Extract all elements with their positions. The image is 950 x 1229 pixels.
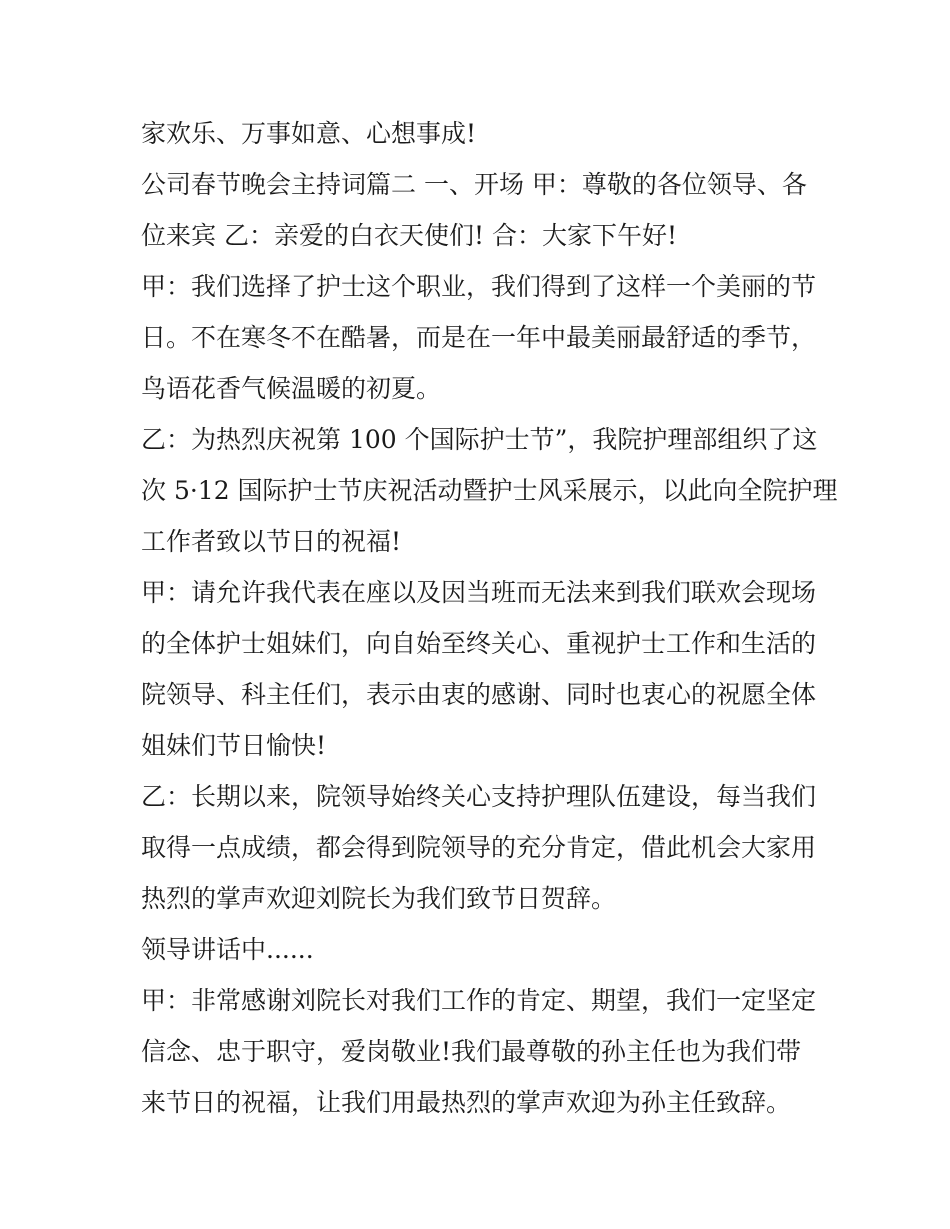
text-line: 取得一点成绩，都会得到院领导的充分肯定，借此机会大家用 [141,833,817,862]
paragraph [141,975,817,1128]
text-line: 的全体护士姐妹们，向自始至终关心、重视护士工作和生活的 [141,629,817,658]
text-line: 甲：我们选择了护士这个职业，我们得到了这样一个美丽的节 [141,272,817,301]
text-line: 位来宾 乙：亲爱的白衣天使们! 合：大家下午好! [141,221,677,250]
text-line: 信念、忠于职守，爱岗敬业!我们最尊敬的孙主任也为我们带 [141,1037,802,1066]
paragraph [141,414,838,567]
text-line: 姐妹们节日愉快! [141,731,327,760]
text-line: 院领导、科主任们，表示由衷的感谢、同时也衷心的祝愿全体 [141,680,817,709]
paragraph [141,108,813,159]
paragraph [141,159,813,261]
paragraph [141,261,817,414]
paragraph [141,924,813,975]
text-line: 鸟语花香气候温暖的初夏。 [141,374,442,403]
text-line: 次 5·12 国际护士节庆祝活动暨护士风采展示，以此向全院护理 [141,476,838,505]
text-line: 乙：长期以来，院领导始终关心支持护理队伍建设，每当我们 [141,782,817,811]
text-line: 公司春节晚会主持词篇二 一、开场 甲：尊敬的各位领导、各 [141,170,807,199]
text-line: 甲：请允许我代表在座以及因当班而无法来到我们联欢会现场 [141,578,817,607]
text-line: 乙：为热烈庆祝第 100 个国际护士节”，我院护理部组织了这 [141,425,818,454]
text-line: 日。不在寒冬不在酷暑，而是在一年中最美丽最舒适的季节， [141,323,817,352]
paragraph [141,567,817,771]
text-line: 领导讲话中...... [141,935,314,964]
text-line: 热烈的掌声欢迎刘院长为我们致节日贺辞。 [141,884,617,913]
text-line: 来节日的祝福，让我们用最热烈的掌声欢迎为孙主任致辞。 [141,1088,792,1117]
text-line: 家欢乐、万事如意、心想事成! [141,119,477,148]
paragraph [141,771,817,924]
text-line: 工作者致以节日的祝福! [141,527,402,556]
text-line: 甲：非常感谢刘院长对我们工作的肯定、期望，我们一定坚定 [141,986,817,1015]
document-body [141,108,838,1128]
